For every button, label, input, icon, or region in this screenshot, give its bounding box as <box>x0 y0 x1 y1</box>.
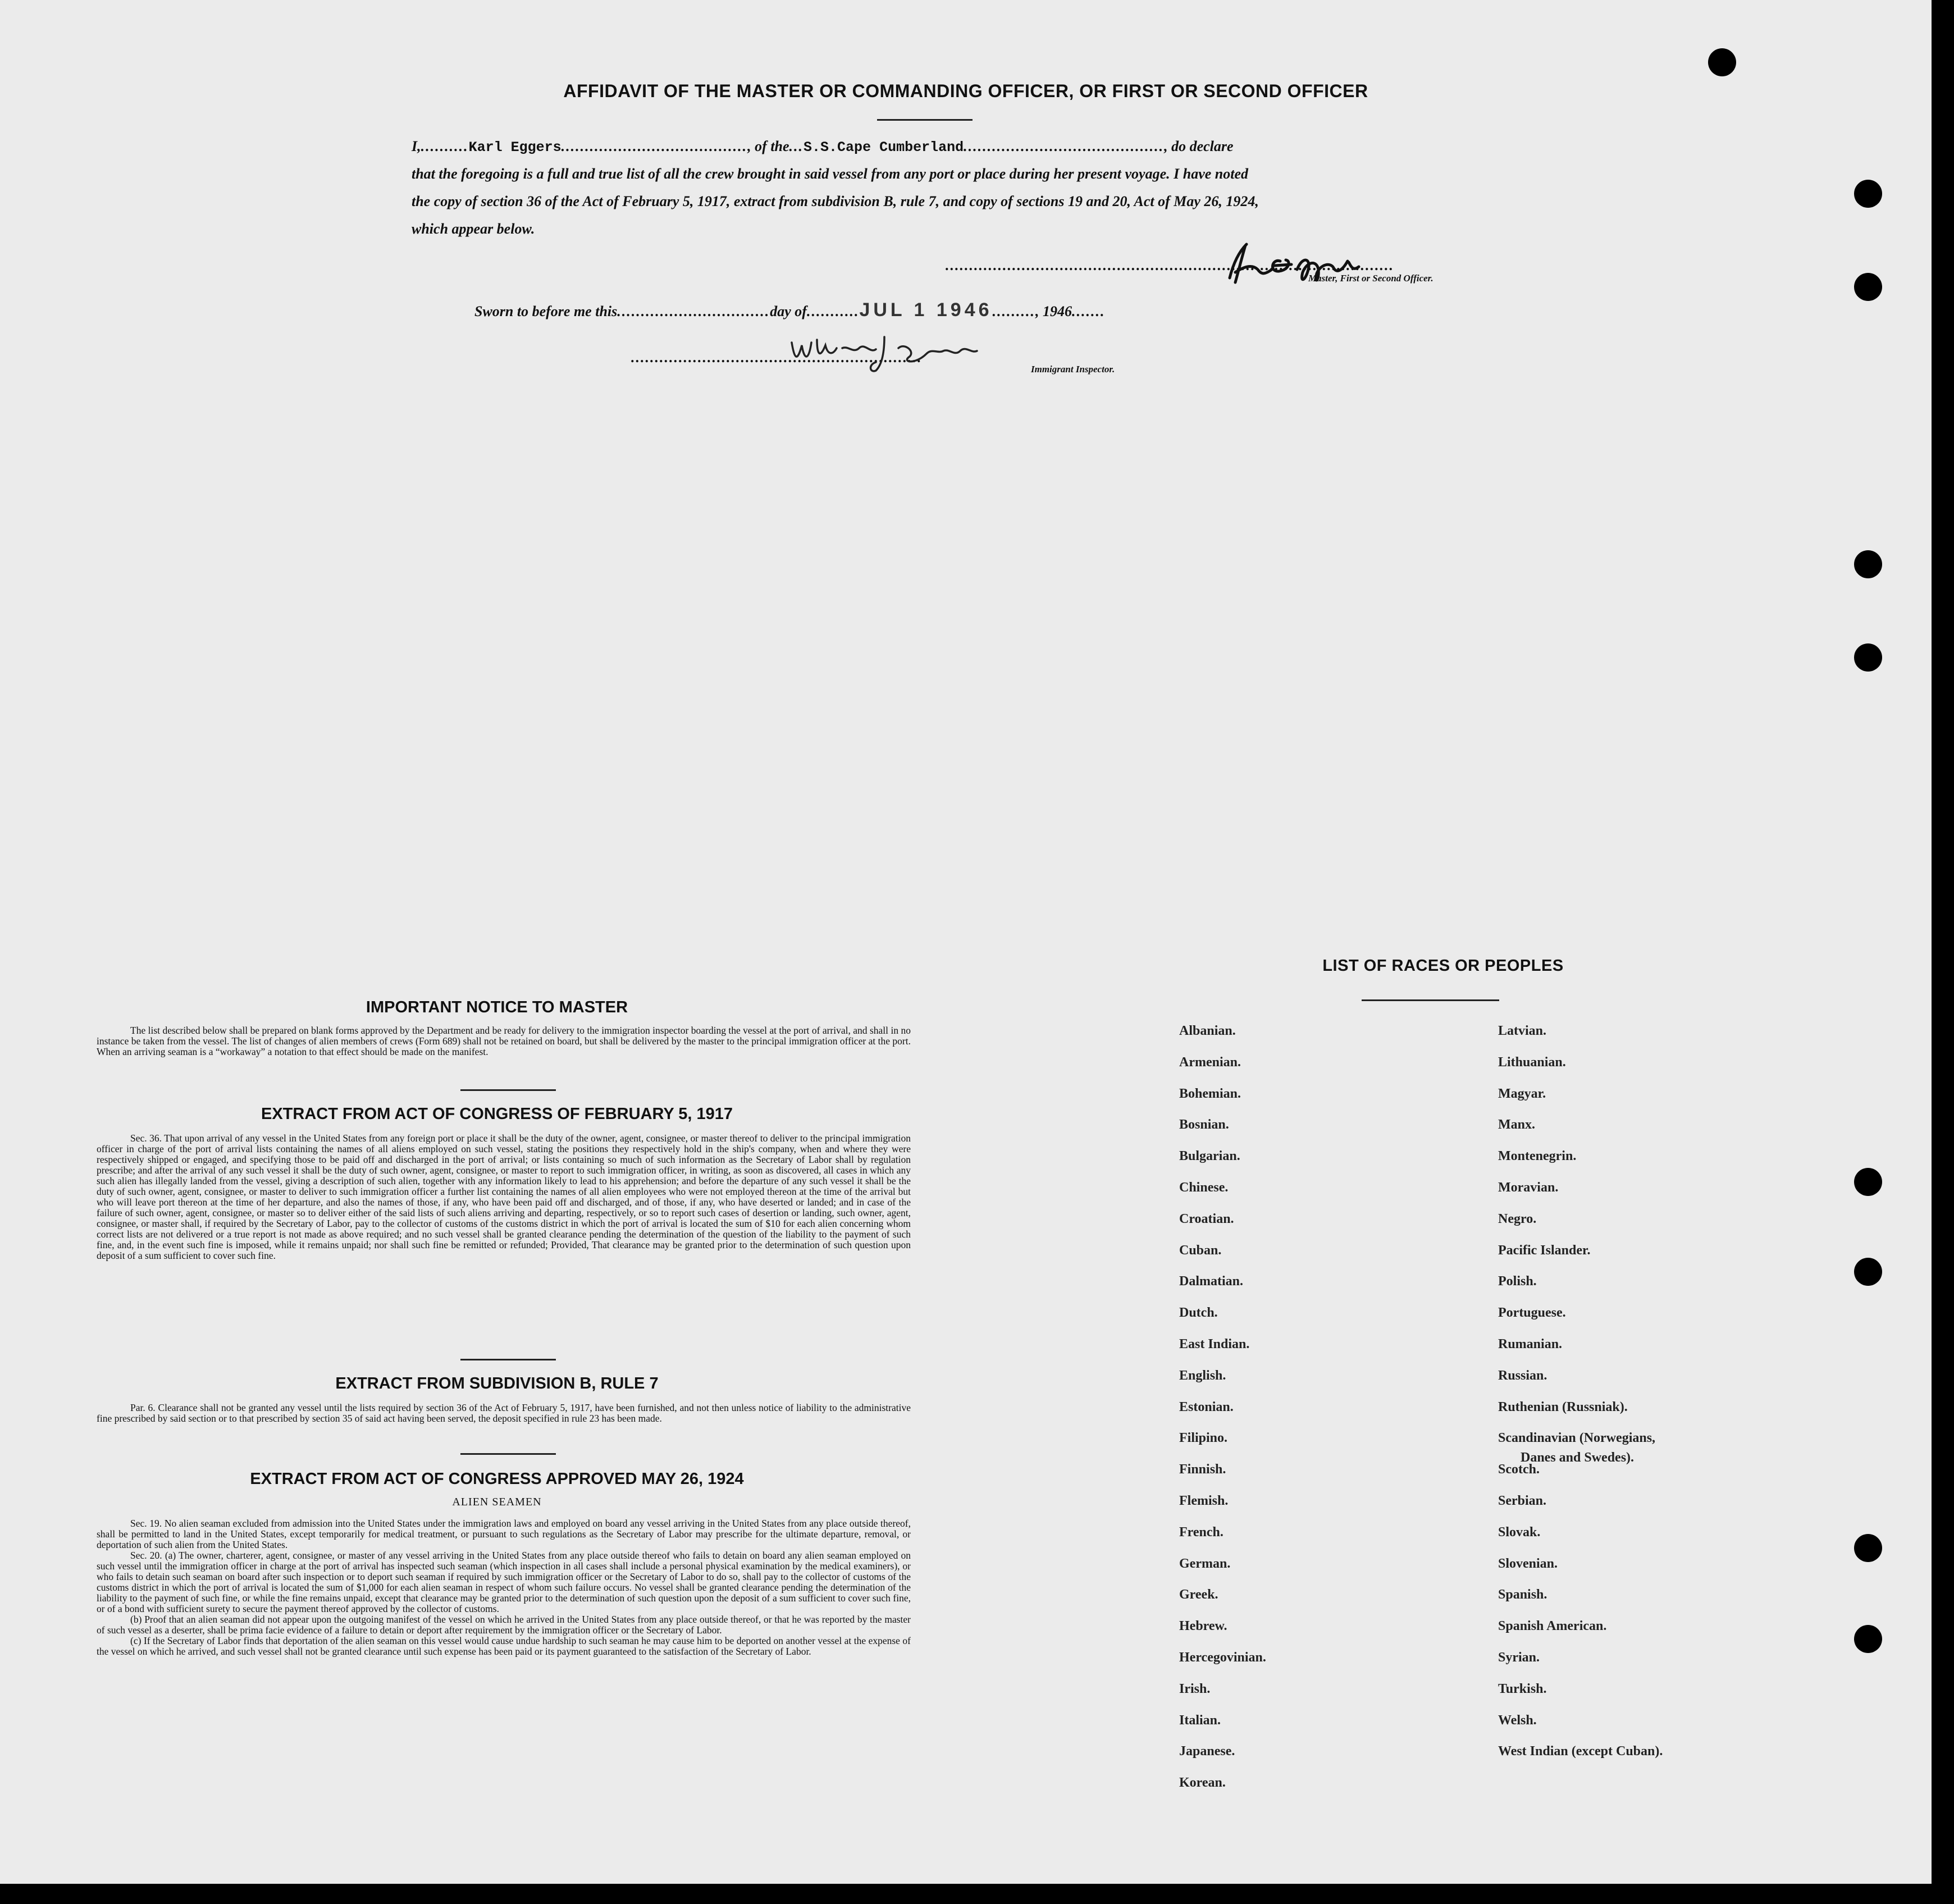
year-prefix: , 19 <box>1035 303 1058 319</box>
rule-7-title: EXTRACT FROM SUBDIVISION B, RULE 7 <box>335 1375 659 1392</box>
race-item: Dalmatian. <box>1179 1274 1243 1289</box>
race-item: Slovak. <box>1498 1524 1541 1540</box>
race-item: Turkish. <box>1498 1681 1547 1696</box>
race-item: Portuguese. <box>1498 1305 1566 1321</box>
race-item: Japanese. <box>1179 1744 1235 1759</box>
section-36-paragraph: Sec. 36. That upon arrival of any vessel in the United States from any foreign port or place it shall be the duty of the owner, agent, consignee, or master thereof to deliver to the principal immigration officer in charge of the port of arrival lists containing the names of all aliens employed on such vessel, stating the positions they respectively hold in the ship's company, when and where they were respectively shipped or engaged, and specifying those to be paid off and discharged in the port of arrival; or lists containing so much of such information as the Secretary of Labor shall by regulation prescribe; and after the arrival of any such vessel it shall be the duty of such owner, agent, consignee, or master to report to such immigration officer, in writing, as soon as discovered, all cases in which any such alien has illegally landed from the vessel, giving a description of such alien, together with any information likely to lead to his apprehension; and before the departure of any such vessel it shall be the duty of such owner, agent, consignee, or master to deliver to such immigration officer a further list containing the names of all alien employees who were not employed thereon at the time of the arrival but who will leave port thereon at the time of her departure, and also the names of those, if any, who have been paid off and discharged, and of those, if any, who have deserted or landed; and in case of the failure of such owner, agent, consignee, or master so to deliver either of the said lists of such aliens arriving and departing, respectively, or so to report such cases of desertion or landing, such owner, agent, consignee, or master shall, if required by the Secretary of Labor, pay to the collector of customs of the customs district in which the port of arrival is located the sum of $10 for each alien concerning whom correct lists are not delivered or a true report is not made as above required; and no such vessel shall be granted clearance pending the determination of the question of the liability to the payment of such fine, and, in the event such fine is imposed, while it remains unpaid; nor shall such fine be remitted or refunded; Provided, That clearance may be granted prior to the determination of such question upon deposit of a sum sufficient to cover such fine. <box>97 1133 911 1261</box>
race-item: Magyar. <box>1498 1086 1546 1101</box>
declaration-line-3: the copy of section 36 of the Act of February 5, 1917, extract from subdivision B, rule 7, and copy of sections 19 and 20, Act of May 26, 1924, <box>412 193 1259 209</box>
race-item: Syrian. <box>1498 1650 1540 1665</box>
race-item: Italian. <box>1179 1713 1221 1728</box>
inspector-signature <box>786 320 1033 376</box>
race-item: Pacific Islander. <box>1498 1243 1591 1258</box>
section-20c-paragraph: (c) If the Secretary of Labor finds that deportation of the alien seaman on this vessel would cause undue hardship to such seaman he may cause him to be deported on another vessel at the expense of the vessel on which he arrived, and such vessel shall not be granted clearance until such expense has been paid or its payment guaranteed to the satisfaction of the Secretary of Labor. <box>97 1635 911 1657</box>
paragraph-6: Par. 6. Clearance shall not be granted any vessel until the lists required by section 36 of the Act of February 5, 1917, have been furnished, and not then unless notice of liability to the administrative fine prescribed by said section or to that prescribed by section 35 of said act having been served, the deposit specified in rule 23 has been made. <box>97 1402 911 1424</box>
punch-hole <box>1854 1534 1882 1562</box>
year-suffix: 46 <box>1057 303 1072 319</box>
extract-1917-title: EXTRACT FROM ACT OF CONGRESS OF FEBRUARY 5, 1917 <box>261 1105 733 1123</box>
race-item: Latvian. <box>1498 1024 1547 1038</box>
title-divider <box>877 119 973 121</box>
declaration-line-1: I,..........Karl Eggers......................................., of the...S.S.Cape Cumberland.........................................., do declare <box>412 138 1234 156</box>
race-item: Welsh. <box>1498 1713 1537 1728</box>
races-title: LIST OF RACES OR PEOPLES <box>1322 957 1564 975</box>
section-divider <box>460 1453 556 1455</box>
sworn-line: Sworn to before me this................................day of...........JUL 1 1946........., 1946....... <box>474 299 1106 321</box>
do-declare-label: , do declare <box>1164 138 1234 154</box>
race-item: Slovenian. <box>1498 1556 1558 1571</box>
race-item: Flemish. <box>1179 1494 1229 1508</box>
of-the-label: , of the <box>747 138 789 154</box>
race-item: Spanish. <box>1498 1587 1547 1602</box>
race-item: Lithuanian. <box>1498 1054 1566 1070</box>
alien-seamen-subtitle: ALIEN SEAMEN <box>452 1496 542 1508</box>
rule-7-body <box>97 1403 911 1424</box>
race-item: French. <box>1179 1524 1223 1540</box>
notice-body <box>97 1025 911 1057</box>
section-19-paragraph: Sec. 19. No alien seaman excluded from admission into the United States under the immigration laws and employed on board any vessel arriving in the United States from any place outside thereof, shall be permitted to land in the United States, except temporarily for medical treatment, or pursuant to such regulations as the Secretary of Labor may prescribe for the ultimate departure, removal, or deportation of such alien from the United States. <box>97 1518 911 1550</box>
punch-hole <box>1854 1625 1882 1653</box>
race-item: Scandinavian (Norwegians, <box>1498 1431 1656 1446</box>
race-item: German. <box>1179 1556 1231 1571</box>
date-stamp: JUL 1 1946 <box>859 299 993 321</box>
race-item: Montenegrin. <box>1498 1149 1577 1164</box>
sworn-prefix: Sworn to before me this <box>474 303 618 319</box>
race-item: Hercegovinian. <box>1179 1650 1266 1665</box>
punch-hole <box>1708 48 1736 76</box>
race-item: Greek. <box>1179 1587 1218 1602</box>
race-item: Serbian. <box>1498 1494 1547 1508</box>
race-item: Russian. <box>1498 1368 1547 1383</box>
master-name: Karl Eggers <box>468 139 561 156</box>
race-item: Finnish. <box>1179 1462 1226 1477</box>
race-item: Bohemian. <box>1179 1086 1241 1101</box>
race-item: Manx. <box>1498 1117 1535 1133</box>
punch-hole <box>1854 273 1882 301</box>
race-item: Danes and Swedes). <box>1521 1450 1635 1465</box>
punch-hole <box>1854 1258 1882 1286</box>
notice-paragraph: The list described below shall be prepared on blank forms approved by the Department and be ready for delivery to the immigration inspector boarding the vessel at the port of arrival, and shall in no instance be taken from the vessel. The list of changes of alien members of crews (Form 689) shall not be retained on board, but shall be delivered by the master to the principal immigration officer at the port. When an arriving seaman is a “workaway” a notation to that effect should be made on the manifest. <box>97 1025 911 1057</box>
declaration-line-2: that the foregoing is a full and true list of all the crew brought in said vessel from any port or place during her present voyage. I have noted <box>412 166 1249 182</box>
i-label: I, <box>412 138 421 154</box>
signature-label: Master, First or Second Officer. <box>1308 273 1433 284</box>
extract-1924-title: EXTRACT FROM ACT OF CONGRESS APPROVED MAY 26, 1924 <box>250 1470 744 1488</box>
race-item: Armenian. <box>1179 1054 1241 1070</box>
section-divider <box>460 1359 556 1360</box>
race-item: Estonian. <box>1179 1399 1234 1414</box>
race-item: Chinese. <box>1179 1180 1229 1195</box>
extract-1917-body <box>97 1133 911 1261</box>
race-item: Hebrew. <box>1179 1619 1227 1634</box>
punch-hole <box>1854 1168 1882 1196</box>
race-item: Negro. <box>1498 1211 1537 1226</box>
notice-title: IMPORTANT NOTICE TO MASTER <box>366 998 628 1016</box>
race-item: Croatian. <box>1179 1211 1234 1226</box>
race-item: Spanish American. <box>1498 1619 1607 1634</box>
race-item: Scotch. <box>1498 1462 1540 1477</box>
punch-hole <box>1854 643 1882 672</box>
race-item: Irish. <box>1179 1681 1211 1696</box>
race-item: English. <box>1179 1368 1226 1383</box>
race-item: Bosnian. <box>1179 1117 1229 1133</box>
race-item: Filipino. <box>1179 1431 1228 1446</box>
vessel-name: S.S.Cape Cumberland <box>803 139 964 156</box>
inspector-dotted-line: ............................................................. <box>631 349 923 366</box>
race-item: Polish. <box>1498 1274 1537 1289</box>
punch-hole <box>1854 550 1882 578</box>
race-item: West Indian (except Cuban). <box>1498 1744 1663 1759</box>
race-item: Ruthenian (Russniak). <box>1498 1399 1628 1414</box>
declaration-line-4: which appear below. <box>412 221 535 237</box>
affidavit-title: AFFIDAVIT OF THE MASTER OR COMMANDING OFFICER, OR FIRST OR SECOND OFFICER <box>563 81 1368 101</box>
inspector-label: Immigrant Inspector. <box>1031 364 1115 375</box>
race-item: Moravian. <box>1498 1180 1559 1195</box>
day-of-label: day of <box>770 303 807 319</box>
punch-hole <box>1854 180 1882 208</box>
races-title-divider <box>1362 999 1499 1001</box>
section-20b-paragraph: (b) Proof that an alien seaman did not appear upon the outgoing manifest of the vessel on which he arrived in the United States from any place outside thereof, or that he was reported by the master of such vessel as a deserter, shall be prima facie evidence of a failure to detain or deport after requirement by the immigration officer or the Secretary of Labor. <box>97 1614 911 1636</box>
extract-1924-body <box>97 1518 911 1657</box>
section-divider <box>460 1089 556 1091</box>
race-item: Korean. <box>1179 1775 1226 1791</box>
signature-dotted-line: .............................................................................................. <box>946 257 1394 273</box>
section-20a-paragraph: Sec. 20. (a) The owner, charterer, agent, consignee, or master of any vessel arriving in the United States from any place outside thereof who fails to detain on board any alien seaman employed on such vessel until the immigration officer in charge at the port of arrival has inspected such seaman (which inspection in all cases shall include a personal physical examination by the medical examiners), or who fails to detain such seaman on board after such inspection or to deport such seaman if required by such immigration officer or the Secretary of Labor to do so, shall pay to the collector of customs of the customs district in which the port of arrival is located the sum of $1,000 for each alien seaman in respect of whom such failure occurs. No vessel shall be granted clearance pending the determination of the liability to the payment of such fine, or while the fine remains unpaid, except that clearance may be granted prior to the determination of such question upon the deposit of a sum sufficient to cover such fine, or of a bond with sufficient surety to secure the payment thereof approved by the collector of customs. <box>97 1550 911 1614</box>
race-item: Rumanian. <box>1498 1337 1563 1351</box>
race-item: Albanian. <box>1179 1024 1236 1038</box>
race-item: Bulgarian. <box>1179 1149 1240 1164</box>
race-item: Cuban. <box>1179 1243 1222 1258</box>
race-item: Dutch. <box>1179 1305 1218 1321</box>
race-item: East Indian. <box>1179 1337 1250 1351</box>
